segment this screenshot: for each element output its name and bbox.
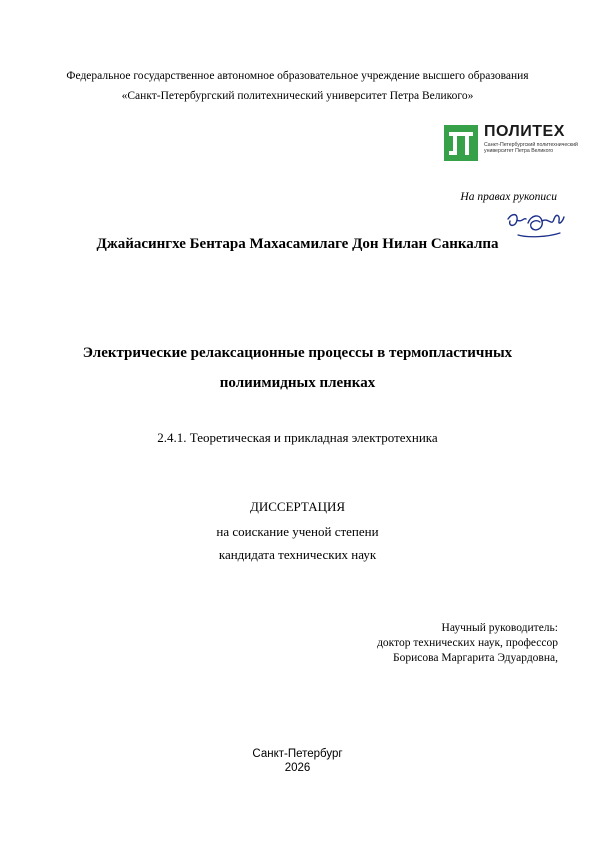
logo-subtitle: Санкт-Петербургский политехнический университет Петра Великого bbox=[484, 142, 578, 154]
supervisor-block bbox=[258, 621, 558, 666]
dissertation-title-line-1: Электрические релаксационные процессы в термопластичных bbox=[82, 345, 513, 361]
author-name: Джайасингхе Бентара Махасамилаге Дон Нилан Санкалпа bbox=[96, 236, 499, 252]
organization-line-1: Федеральное государственное автономное образовательное учреждение высшего образования bbox=[66, 70, 529, 82]
logo-wordmark: ПОЛИТЕХ bbox=[484, 123, 565, 140]
specialty-code: 2.4.1. Теоретическая и прикладная электротехника bbox=[157, 430, 438, 445]
city: Санкт-Петербург bbox=[252, 748, 343, 760]
dissertation-title-line-2: полиимидных пленках bbox=[219, 375, 376, 391]
supervisor-degree: доктор технических наук, профессор bbox=[377, 637, 558, 649]
supervisor-name: Борисова Маргарита Эдуардовна, bbox=[393, 652, 558, 664]
manuscript-note: На правах рукописи bbox=[460, 191, 557, 203]
year: 2026 bbox=[284, 762, 311, 774]
polytech-logo-icon bbox=[444, 125, 478, 161]
university-logo bbox=[444, 120, 579, 164]
supervisor-label: Научный руководитель: bbox=[441, 622, 558, 634]
dissertation-heading: ДИССЕРТАЦИЯ bbox=[249, 499, 346, 514]
organization-line-2: «Санкт-Петербургский политехнический университет Петра Великого» bbox=[121, 90, 474, 102]
degree-line-1: на соискание ученой степени bbox=[216, 524, 379, 539]
degree-line-2: кандидата технических наук bbox=[218, 547, 377, 562]
